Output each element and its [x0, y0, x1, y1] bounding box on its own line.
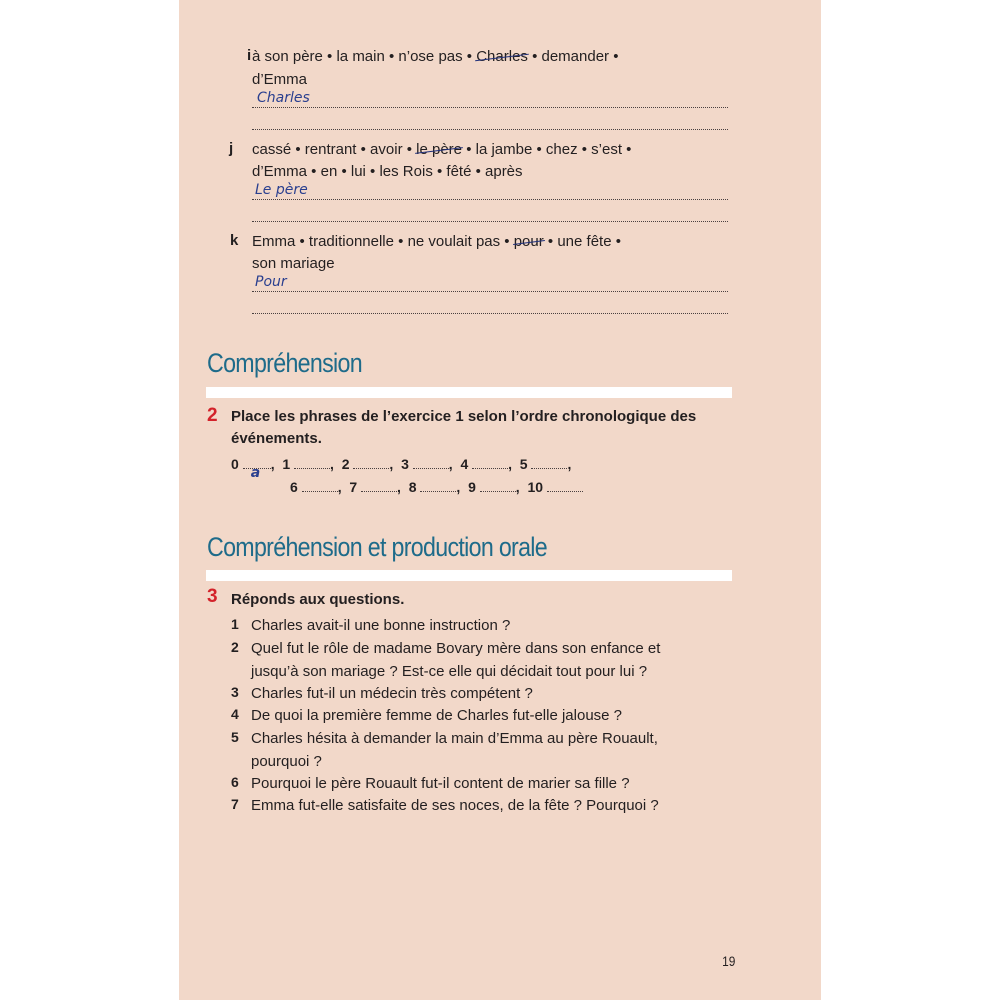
handwritten-answer: Charles: [257, 90, 310, 106]
slot-number: 6: [290, 479, 298, 495]
item-words-line1: [252, 46, 618, 68]
question-text: Emma fut-elle satisfaite de ses noces, de la fête ? Pourquoi ?: [251, 797, 659, 814]
slot-number: 0: [231, 456, 239, 472]
crossed-word: Charles: [476, 46, 528, 68]
question-text: Pourquoi le père Rouault fut-il content de marier sa fille ?: [251, 775, 630, 792]
item-words-line1: [252, 231, 621, 253]
workbook-page: [179, 0, 821, 1000]
question-number: 4: [231, 706, 239, 722]
answer-line[interactable]: [252, 129, 728, 130]
answer-slot[interactable]: [531, 468, 567, 469]
slot-number: 1: [282, 456, 291, 472]
question-text: pourquoi ?: [251, 753, 322, 770]
question-number: 7: [231, 796, 239, 812]
section-title-oral: Compréhension et production orale: [207, 532, 548, 562]
handwritten-answer: Le père: [255, 182, 308, 198]
crossed-word: pour: [514, 231, 544, 253]
item-words-line2: son mariage: [252, 255, 335, 272]
answer-slot[interactable]: [361, 491, 397, 492]
exercise-number: 3: [207, 586, 218, 607]
answer-line[interactable]: [252, 221, 728, 222]
question-number: 2: [231, 639, 239, 655]
words: Emma • traditionnelle • ne voulait pas •: [252, 233, 514, 250]
item-letter: k: [230, 232, 239, 249]
question-text: Charles fut-il un médecin très compétent ?: [251, 685, 533, 702]
answer-slot[interactable]: [480, 491, 516, 492]
slot-number: 7: [349, 479, 358, 495]
item-letter: i: [247, 47, 252, 64]
handwritten-answer: Pour: [255, 274, 287, 290]
answer-slot[interactable]: [353, 468, 389, 469]
question-number: 6: [231, 774, 239, 790]
question-text: Charles hésita à demander la main d’Emma au père Rouault,: [251, 730, 658, 747]
answer-slot[interactable]: [420, 491, 456, 492]
answer-line[interactable]: [252, 199, 728, 200]
answer-slot[interactable]: [302, 491, 338, 492]
exercise-instruction: Réponds aux questions.: [231, 591, 405, 608]
answer-slot[interactable]: [294, 468, 330, 469]
slot-number: 3: [401, 456, 409, 472]
words: • demander •: [527, 48, 619, 65]
words: • une fête •: [543, 233, 621, 250]
sequence-row-1: 0 a , 1 , 2 , 3 , 4 , 5 ,: [231, 456, 572, 481]
slot-number: 10: [527, 479, 544, 495]
item-words-line1: [252, 139, 631, 161]
section-divider: [206, 570, 732, 581]
answer-line[interactable]: [252, 107, 728, 108]
item-letter: j: [229, 140, 234, 157]
answer-slot[interactable]: [472, 468, 508, 469]
page-number: 19: [722, 953, 736, 969]
answer-line[interactable]: [252, 313, 728, 314]
crossed-word: le père: [416, 139, 462, 161]
section-title-comprehension: Compréhension: [207, 348, 362, 378]
section-divider: [206, 387, 732, 398]
slot-number: 5: [519, 456, 528, 472]
question-text: jusqu’à son mariage ? Est-ce elle qui décidait tout pour lui ?: [251, 663, 648, 680]
slot-number: 8: [408, 479, 417, 495]
item-words-line2: d’Emma: [252, 71, 308, 88]
words: à son père • la main • n’ose pas •: [252, 48, 477, 65]
slot-number: 2: [341, 456, 350, 472]
question-number: 3: [231, 684, 239, 700]
question-number: 1: [231, 616, 239, 632]
slot-number: 4: [460, 456, 469, 472]
exercise-number: 2: [207, 405, 218, 426]
slot-number: 9: [468, 479, 476, 495]
exercise-instruction-line2: événements.: [231, 430, 322, 447]
exercise-instruction-line1: Place les phrases de l’exercice 1 selon l’ordre chronologique des: [231, 408, 697, 425]
answer-slot[interactable]: [547, 491, 583, 492]
question-text: Quel fut le rôle de madame Bovary mère dans son enfance et: [251, 640, 661, 657]
question-text: Charles avait-il une bonne instruction ?: [251, 617, 511, 634]
question-text: De quoi la première femme de Charles fut-elle jalouse ?: [251, 707, 623, 724]
handwritten-answer: a: [250, 465, 261, 481]
words: • la jambe • chez • s’est •: [462, 141, 632, 158]
answer-line[interactable]: [252, 291, 728, 292]
answer-slot[interactable]: [413, 468, 449, 469]
answer-slot[interactable]: [243, 465, 271, 481]
question-number: 5: [231, 729, 239, 745]
sequence-row-2: 6 , 7 , 8 , 9 , 10: [290, 479, 583, 495]
item-words-line2: d’Emma • en • lui • les Rois • fêté • après: [252, 163, 523, 180]
words: cassé • rentrant • avoir •: [252, 141, 417, 158]
